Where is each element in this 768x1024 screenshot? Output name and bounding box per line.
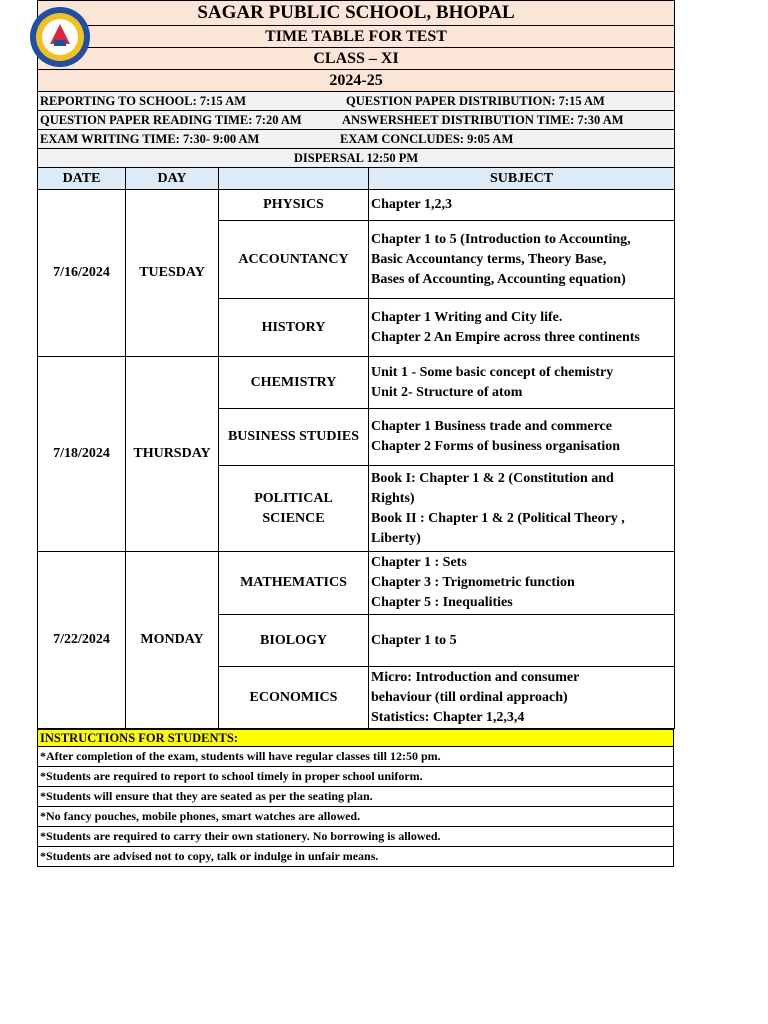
instruction-row xyxy=(38,747,674,767)
subject-name xyxy=(219,615,369,667)
instruction-row xyxy=(38,767,674,787)
writing-time: EXAM WRITING TIME: 7:30- 9:00 AM xyxy=(40,131,260,146)
exam-date: 7/22/2024 xyxy=(38,552,126,729)
syllabus-line: Chapter 1 : Sets xyxy=(371,555,467,570)
subject-line: BUSINESS STUDIES xyxy=(227,429,360,444)
instruction-item: *Students are advised not to copy, talk or indulge in unfair means. xyxy=(38,847,674,867)
syllabus-cell xyxy=(369,357,675,409)
syllabus-line: Unit 1 - Some basic concept of chemistry xyxy=(371,364,614,380)
class-label: CLASS – XI xyxy=(38,48,675,70)
dispersal-time: DISPERSAL 12:50 PM xyxy=(38,149,675,168)
subject-line: CHEMISTRY xyxy=(250,374,337,390)
subject-name xyxy=(219,552,369,615)
session-label: 2024-25 xyxy=(38,70,675,92)
exam-conclude-time: EXAM CONCLUDES: 9:05 AM xyxy=(340,131,514,146)
syllabus-line: Basic Accountancy terms, Theory Base, xyxy=(371,251,607,267)
timetable-sheet xyxy=(37,0,674,867)
timetable xyxy=(37,0,675,729)
subject-name xyxy=(219,667,369,729)
syllabus-line: Chapter 5 : Inequalities xyxy=(371,595,513,610)
syllabus-line: behaviour (till ordinal approach) xyxy=(371,689,568,705)
syllabus-cell xyxy=(369,466,675,552)
syllabus-cell xyxy=(369,615,675,667)
exam-day: THURSDAY xyxy=(126,357,219,552)
subject-line: POLITICAL xyxy=(254,490,333,506)
answersheet-time: ANSWERSHEET DISTRIBUTION TIME: 7:30 AM xyxy=(342,112,624,127)
exam-day: MONDAY xyxy=(126,552,219,729)
syllabus-line: Chapter 1 Business trade and commerce xyxy=(371,419,612,434)
subject-name xyxy=(219,190,369,221)
instruction-row xyxy=(38,847,674,867)
instruction-item: *Students are required to carry their own stationery. No borrowing is allowed. xyxy=(38,827,674,847)
instruction-row xyxy=(38,807,674,827)
exam-row xyxy=(38,357,675,409)
syllabus-line: Book I: Chapter 1 & 2 (Constitution and xyxy=(371,470,614,486)
syllabus-line: Bases of Accounting, Accounting equation) xyxy=(371,271,626,287)
instruction-item: *No fancy pouches, mobile phones, smart watches are allowed. xyxy=(38,807,674,827)
timing-row-2 xyxy=(38,111,675,130)
column-header-blank xyxy=(219,168,369,190)
syllabus-line: Rights) xyxy=(371,490,415,506)
syllabus-line: Book II : Chapter 1 & 2 (Political Theory , xyxy=(371,510,625,526)
subject-line: HISTORY xyxy=(261,319,326,335)
instruction-row xyxy=(38,827,674,847)
exam-day: TUESDAY xyxy=(126,190,219,357)
column-header-day: DAY xyxy=(126,168,219,190)
subject-line: BIOLOGY xyxy=(260,632,327,648)
subject-line: ECONOMICS xyxy=(249,689,338,705)
syllabus-line: Micro: Introduction and consumer xyxy=(371,669,580,685)
subject-line: PHYSICS xyxy=(263,197,324,212)
reporting-time: REPORTING TO SCHOOL: 7:15 AM xyxy=(40,93,247,108)
instructions-table xyxy=(37,729,674,867)
column-header-subject: SUBJECT xyxy=(369,168,675,190)
syllabus-line: Statistics: Chapter 1,2,3,4 xyxy=(371,709,525,725)
school-logo-icon xyxy=(28,6,92,68)
syllabus-line: Chapter 1 to 5 xyxy=(371,632,457,648)
subject-name xyxy=(219,221,369,299)
instruction-item: *Students will ensure that they are seated as per the seating plan. xyxy=(38,787,674,807)
subject-name xyxy=(219,466,369,552)
exam-date: 7/16/2024 xyxy=(38,190,126,357)
syllabus-line: Chapter 1 to 5 (Introduction to Accounting, xyxy=(371,231,631,247)
syllabus-line: Chapter 2 Forms of business organisation xyxy=(371,439,621,454)
exam-row xyxy=(38,552,675,615)
syllabus-cell xyxy=(369,409,675,466)
syllabus-cell xyxy=(369,667,675,729)
subject-line: MATHEMATICS xyxy=(240,575,347,590)
school-name: SAGAR PUBLIC SCHOOL, BHOPAL xyxy=(38,1,675,26)
qp-distribution-time: QUESTION PAPER DISTRIBUTION: 7:15 AM xyxy=(346,93,605,108)
test-title: TIME TABLE FOR TEST xyxy=(38,26,675,48)
syllabus-line: Unit 2- Structure of atom xyxy=(371,384,523,400)
instruction-item: *After completion of the exam, students will have regular classes till 12:50 pm. xyxy=(38,747,674,767)
timing-row-1 xyxy=(38,92,675,111)
syllabus-cell xyxy=(369,552,675,615)
syllabus-line: Chapter 1,2,3 xyxy=(371,197,453,212)
timing-row-3 xyxy=(38,130,675,149)
subject-name xyxy=(219,409,369,466)
subject-name xyxy=(219,357,369,409)
qp-reading-time: QUESTION PAPER READING TIME: 7:20 AM xyxy=(40,112,302,127)
instruction-item: *Students are required to report to school timely in proper school uniform. xyxy=(38,767,674,787)
subject-name xyxy=(219,299,369,357)
instruction-row xyxy=(38,787,674,807)
syllabus-cell xyxy=(369,221,675,299)
exam-date: 7/18/2024 xyxy=(38,357,126,552)
syllabus-cell xyxy=(369,190,675,221)
syllabus-line: Liberty) xyxy=(371,530,421,546)
instructions-heading: INSTRUCTIONS FOR STUDENTS: xyxy=(38,730,674,747)
subject-line: ACCOUNTANCY xyxy=(238,251,349,267)
exam-row xyxy=(38,190,675,221)
syllabus-cell xyxy=(369,299,675,357)
syllabus-line: Chapter 3 : Trignometric function xyxy=(371,575,575,590)
syllabus-line: Chapter 2 An Empire across three continents xyxy=(371,329,640,345)
syllabus-line: Chapter 1 Writing and City life. xyxy=(371,309,563,325)
column-header-date: DATE xyxy=(38,168,126,190)
subject-line: SCIENCE xyxy=(262,510,325,526)
